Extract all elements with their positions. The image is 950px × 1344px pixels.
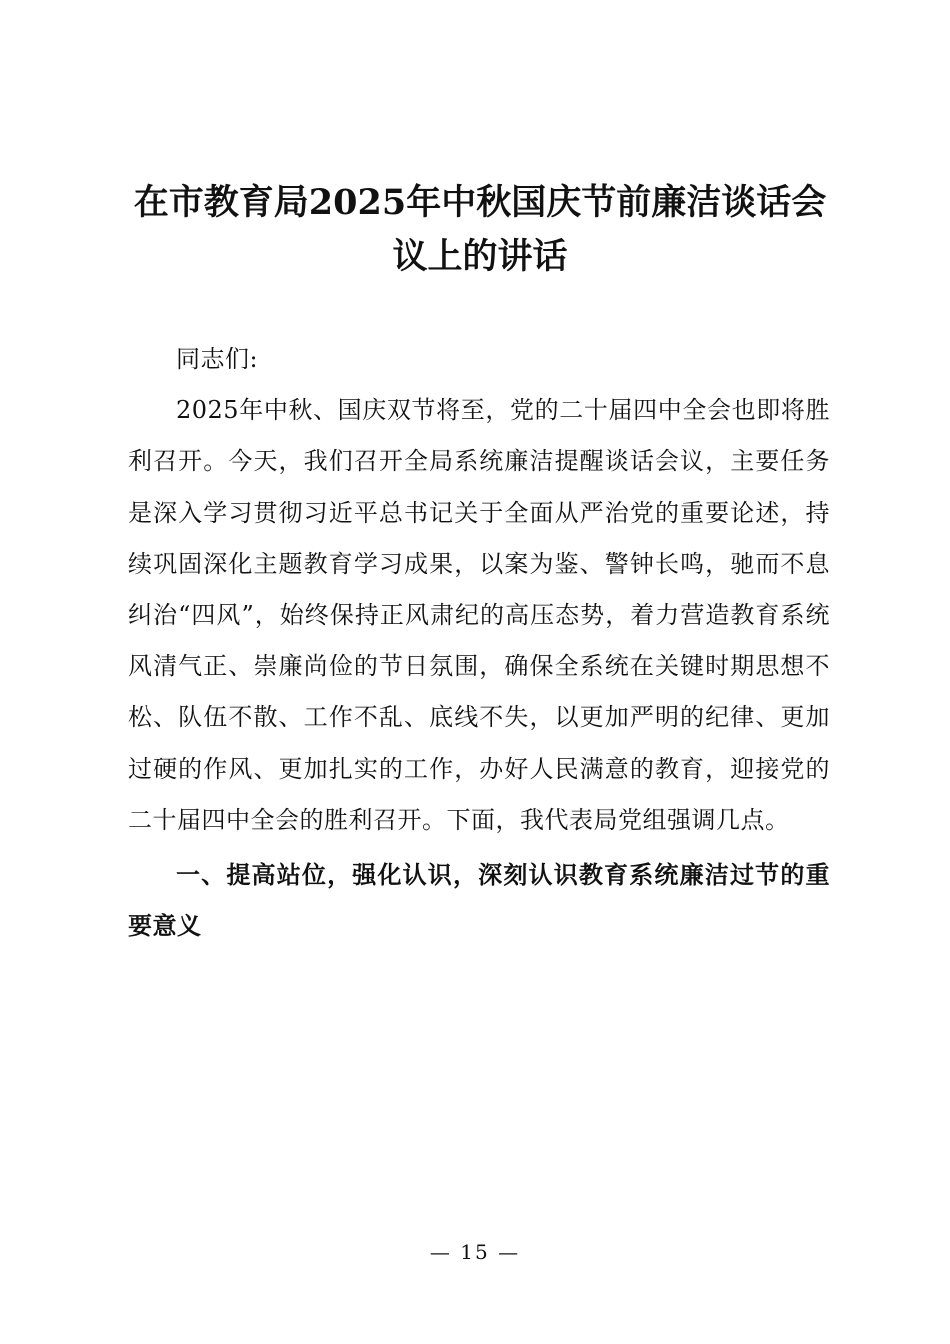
title-line-2: 议上的讲话 xyxy=(392,236,568,277)
paragraph-intro: 2025年中秋、国庆双节将至，党的二十届四中全会也即将胜利召开。今天，我们召开全局系统廉洁提醒谈话会议，主要任务是深入学习贯彻习近平总书记关于全面从严治党的重要论述，持续巩固深化主题教育学习成果，以案为鉴、警钟长鸣，驰而不息纠治“四风”，始终保持正风肃纪的高压态势，着力营造教育系统风清气正、崇廉尚俭的节日氛围，确保全系统在关键时期思想不松、队伍不散、工作不乱、底线不失，以更加严明的纪律、更加过硬的作风、更加扎实的工作，办好人民满意的教育，迎接党的二十届四中全会的胜利召开。下面，我代表局党组强调几点。 xyxy=(128,396,830,834)
document-body xyxy=(128,334,830,952)
page-title xyxy=(110,176,850,284)
salutation: 同志们: xyxy=(176,345,259,373)
title-line-1: 在市教育局2025年中秋国庆节前廉洁谈话会 xyxy=(133,182,827,223)
section-heading-1: 一、提高站位，强化认识，深刻认识教育系统廉洁过节的重要意义 xyxy=(128,861,830,941)
page-number: — 15 — xyxy=(429,1240,521,1264)
